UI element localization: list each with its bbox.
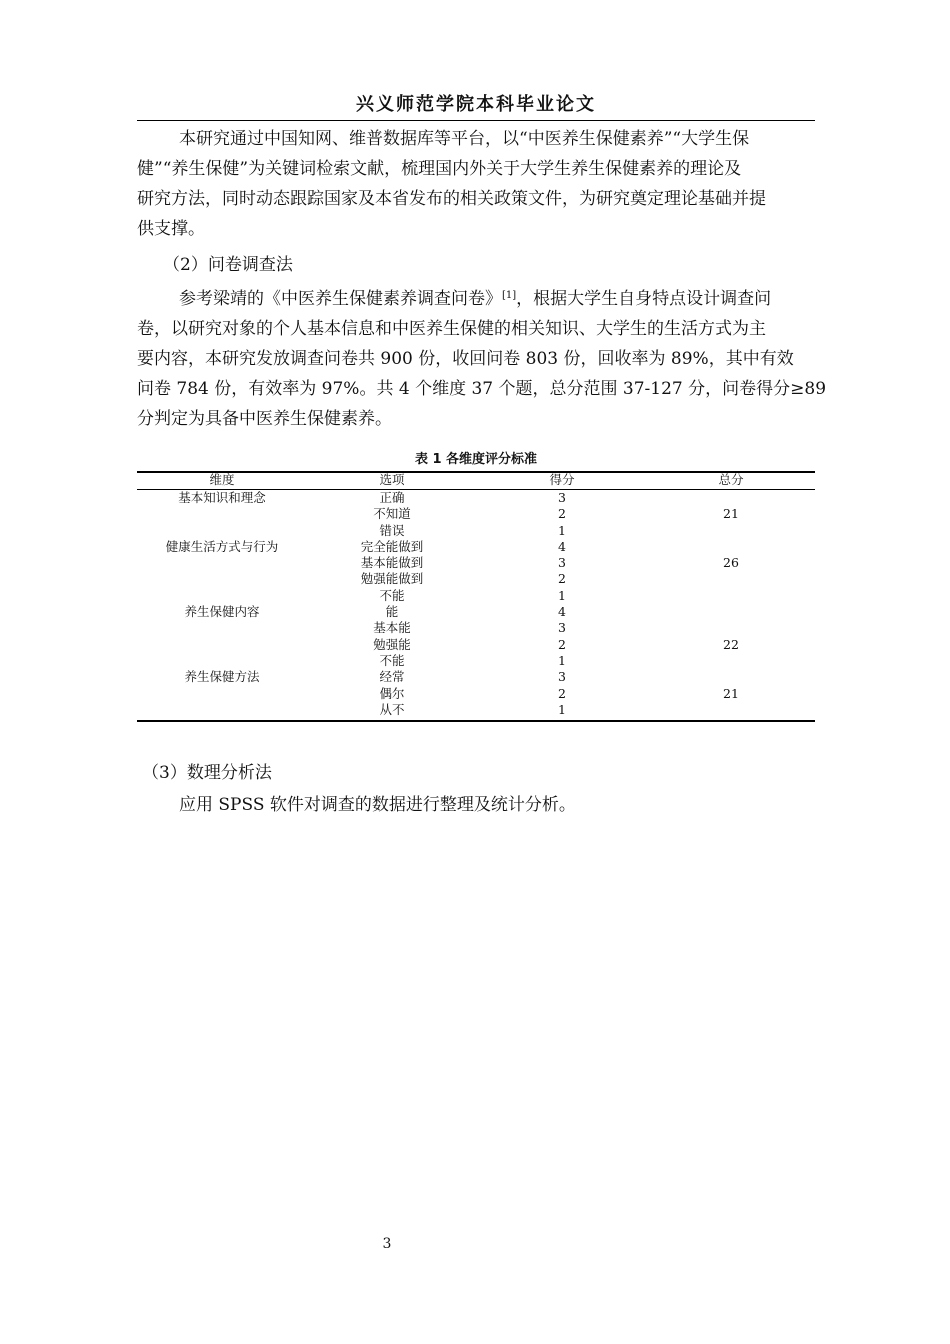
cell-score: 3 bbox=[558, 669, 566, 685]
col-header-score: 得分 bbox=[477, 472, 647, 490]
paragraph-2 bbox=[137, 284, 857, 434]
cell-score: 4 bbox=[558, 604, 566, 620]
text-line: 研究方法，同时动态跟踪国家及本省发布的相关政策文件，为研究奠定理论基础并提 bbox=[137, 189, 766, 209]
table-row bbox=[137, 604, 815, 620]
cell-score: 2 bbox=[558, 571, 566, 587]
table-row bbox=[137, 555, 815, 571]
cell-dimension bbox=[137, 571, 307, 587]
cell-option: 从不 bbox=[379, 701, 405, 717]
cell-total bbox=[647, 653, 815, 669]
text-line bbox=[137, 284, 857, 314]
cell-option: 正确 bbox=[379, 490, 405, 505]
cell-score: 2 bbox=[558, 685, 566, 701]
cell-dimension bbox=[137, 620, 307, 636]
cell-total bbox=[647, 620, 815, 636]
section-3-heading: （3）数理分析法 bbox=[142, 763, 272, 783]
text-line: 分判定为具备中医养生保健素养。 bbox=[137, 409, 392, 429]
table-row bbox=[137, 490, 815, 507]
cell-total: 21 bbox=[723, 506, 739, 522]
table-row bbox=[137, 686, 815, 702]
table-row bbox=[137, 702, 815, 718]
cell-total bbox=[647, 539, 815, 555]
cell-dimension bbox=[137, 506, 307, 522]
cell-option: 基本能做到 bbox=[360, 555, 424, 571]
cell-total bbox=[647, 604, 815, 620]
table-row bbox=[137, 523, 815, 539]
cell-dimension: 基本知识和理念 bbox=[178, 490, 266, 505]
table-row bbox=[137, 620, 815, 636]
text-line: 要内容，本研究发放调查问卷共 900 份，收回问卷 803 份，回收率为 89%，其中有效 bbox=[137, 349, 794, 369]
table-row bbox=[137, 539, 815, 555]
cell-score: 2 bbox=[558, 636, 566, 652]
col-header-option: 选项 bbox=[307, 472, 477, 490]
text-segment: ，根据大学生自身特点设计调查问 bbox=[516, 289, 772, 309]
cell-total bbox=[647, 523, 815, 539]
cell-total bbox=[647, 571, 815, 587]
cell-option: 错误 bbox=[379, 522, 405, 538]
cell-score: 3 bbox=[558, 620, 566, 636]
text-line: 问卷 784 份，有效率为 97%。共 4 个维度 37 个题，总分范围 37-127 分，问卷得分≥89 bbox=[137, 379, 827, 399]
page-number: 3 bbox=[382, 1236, 392, 1252]
paragraph-1 bbox=[137, 124, 857, 244]
cell-score: 3 bbox=[558, 555, 566, 571]
scoring-table bbox=[137, 472, 815, 718]
cell-total: 26 bbox=[723, 555, 739, 571]
cell-score: 1 bbox=[558, 522, 566, 538]
cell-option: 能 bbox=[385, 604, 399, 620]
cell-option: 经常 bbox=[379, 669, 405, 685]
cell-option: 不能 bbox=[379, 587, 405, 603]
cell-total bbox=[647, 588, 815, 604]
cell-score: 1 bbox=[558, 701, 566, 717]
cell-option: 偶尔 bbox=[379, 685, 405, 701]
text-segment: 参考梁靖的《中医养生保健素养调查问卷》 bbox=[179, 289, 502, 309]
text-line: 本研究通过中国知网、维普数据库等平台，以“中医养生保健素养”“大学生保 bbox=[179, 129, 750, 149]
cell-score: 4 bbox=[558, 538, 566, 554]
cell-dimension bbox=[137, 523, 307, 539]
cell-total bbox=[647, 490, 815, 507]
cell-dimension bbox=[137, 588, 307, 604]
cell-dimension bbox=[137, 637, 307, 653]
cell-total bbox=[647, 669, 815, 685]
table-row bbox=[137, 669, 815, 685]
table-bottom-rule bbox=[137, 720, 815, 722]
col-header-total: 总分 bbox=[647, 472, 815, 490]
cell-dimension: 健康生活方式与行为 bbox=[165, 538, 279, 554]
cell-option: 勉强能做到 bbox=[360, 571, 424, 587]
citation-ref: [1] bbox=[502, 290, 517, 301]
cell-dimension bbox=[137, 653, 307, 669]
cell-dimension bbox=[137, 702, 307, 718]
page-header: 兴义师范学院本科毕业论文 bbox=[356, 94, 596, 115]
text-line: 供支撑。 bbox=[137, 219, 205, 239]
cell-dimension: 养生保健内容 bbox=[184, 604, 260, 620]
cell-total: 22 bbox=[723, 636, 739, 652]
table-header-row bbox=[137, 472, 815, 490]
table-row bbox=[137, 588, 815, 604]
cell-dimension bbox=[137, 555, 307, 571]
cell-option: 不能 bbox=[379, 652, 405, 668]
table-row bbox=[137, 571, 815, 587]
table-row bbox=[137, 653, 815, 669]
cell-dimension: 养生保健方法 bbox=[184, 669, 260, 685]
cell-score: 1 bbox=[558, 587, 566, 603]
section-2-heading: （2）问卷调查法 bbox=[163, 255, 293, 275]
cell-total bbox=[647, 702, 815, 718]
cell-dimension bbox=[137, 686, 307, 702]
cell-option: 基本能 bbox=[373, 620, 411, 636]
col-header-dimension: 维度 bbox=[137, 472, 307, 490]
table-row bbox=[137, 506, 815, 522]
cell-score: 1 bbox=[558, 652, 566, 668]
paragraph-3: 应用 SPSS 软件对调查的数据进行整理及统计分析。 bbox=[179, 795, 576, 815]
cell-score: 2 bbox=[558, 506, 566, 522]
table-row bbox=[137, 637, 815, 653]
text-line: 卷，以研究对象的个人基本信息和中医养生保健的相关知识、大学生的生活方式为主 bbox=[137, 319, 766, 339]
text-line: 健”“养生保健”为关键词检索文献，梳理国内外关于大学生养生保健素养的理论及 bbox=[137, 159, 742, 179]
cell-total: 21 bbox=[723, 685, 739, 701]
header-rule bbox=[137, 120, 815, 121]
cell-score: 3 bbox=[558, 490, 566, 505]
cell-option: 完全能做到 bbox=[360, 538, 424, 554]
table-caption: 表 1 各维度评分标准 bbox=[414, 452, 538, 467]
cell-option: 勉强能 bbox=[373, 636, 411, 652]
cell-option: 不知道 bbox=[373, 506, 411, 522]
